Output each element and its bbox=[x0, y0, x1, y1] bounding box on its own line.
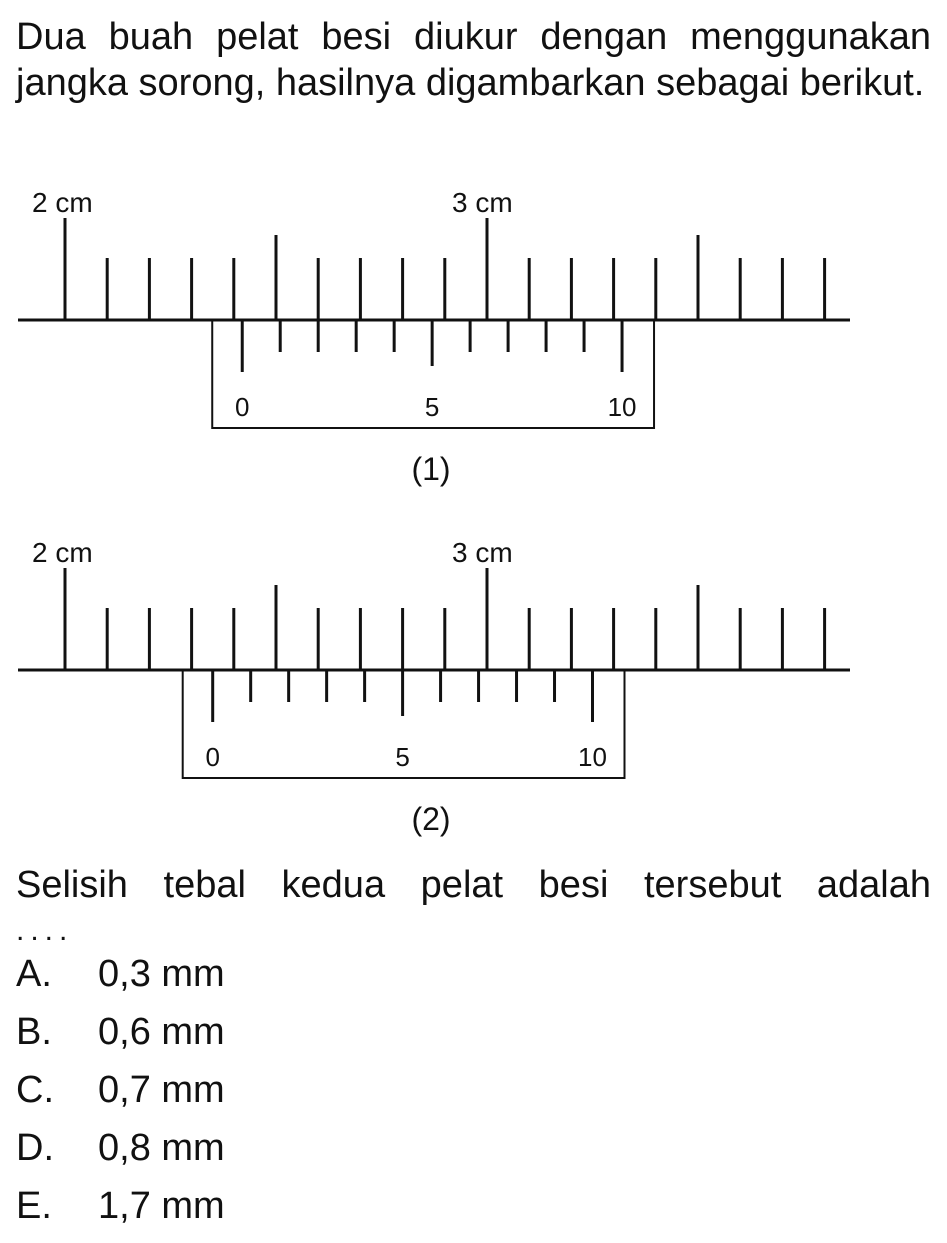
option-b[interactable] bbox=[16, 1003, 225, 1061]
option-e[interactable] bbox=[16, 1177, 225, 1235]
main-scale-label-2cm: 2 cm bbox=[32, 187, 93, 218]
vernier-label-10: 10 bbox=[607, 392, 637, 422]
vernier-label-0: 0 bbox=[205, 742, 220, 772]
vernier-label-0: 0 bbox=[235, 392, 250, 422]
option-letter: A. bbox=[16, 953, 52, 995]
option-text: 0,3 mm bbox=[98, 953, 225, 995]
option-text: 0,7 mm bbox=[98, 1069, 225, 1111]
answer-options bbox=[16, 945, 225, 1235]
option-d[interactable] bbox=[16, 1119, 225, 1177]
option-letter: C. bbox=[16, 1069, 54, 1111]
option-text: 1,7 mm bbox=[98, 1185, 225, 1227]
option-text: 0,6 mm bbox=[98, 1011, 225, 1053]
vernier-label-10: 10 bbox=[578, 742, 607, 772]
question-ellipsis: .... bbox=[16, 914, 74, 947]
vernier-label-5: 5 bbox=[424, 392, 440, 422]
caliper-caption-2: (2) bbox=[411, 801, 451, 837]
option-letter: E. bbox=[16, 1185, 52, 1227]
option-text: 0,8 mm bbox=[98, 1127, 225, 1169]
intro-text: Dua buah pelat besi diukur dengan menggunakan jangka sorong, hasilnya digambarkan sebagai berikut. bbox=[16, 16, 931, 104]
main-scale-label-2cm: 2 cm bbox=[32, 537, 93, 568]
caliper-1 bbox=[18, 187, 850, 487]
caliper-2 bbox=[18, 537, 850, 837]
caliper-caption-1: (1) bbox=[411, 451, 451, 487]
option-letter: D. bbox=[16, 1127, 54, 1169]
vernier-label-5: 5 bbox=[395, 742, 410, 772]
option-letter: B. bbox=[16, 1011, 52, 1053]
option-a[interactable] bbox=[16, 945, 225, 1003]
question-prompt: Selisih tebal kedua pelat besi tersebut adalah bbox=[16, 864, 931, 906]
main-scale-2 bbox=[18, 568, 850, 670]
main-scale-1 bbox=[18, 218, 850, 320]
option-c[interactable] bbox=[16, 1061, 225, 1119]
caliper-diagram bbox=[0, 180, 947, 860]
main-scale-label-3cm: 3 cm bbox=[452, 187, 513, 218]
main-scale-label-3cm: 3 cm bbox=[452, 537, 513, 568]
